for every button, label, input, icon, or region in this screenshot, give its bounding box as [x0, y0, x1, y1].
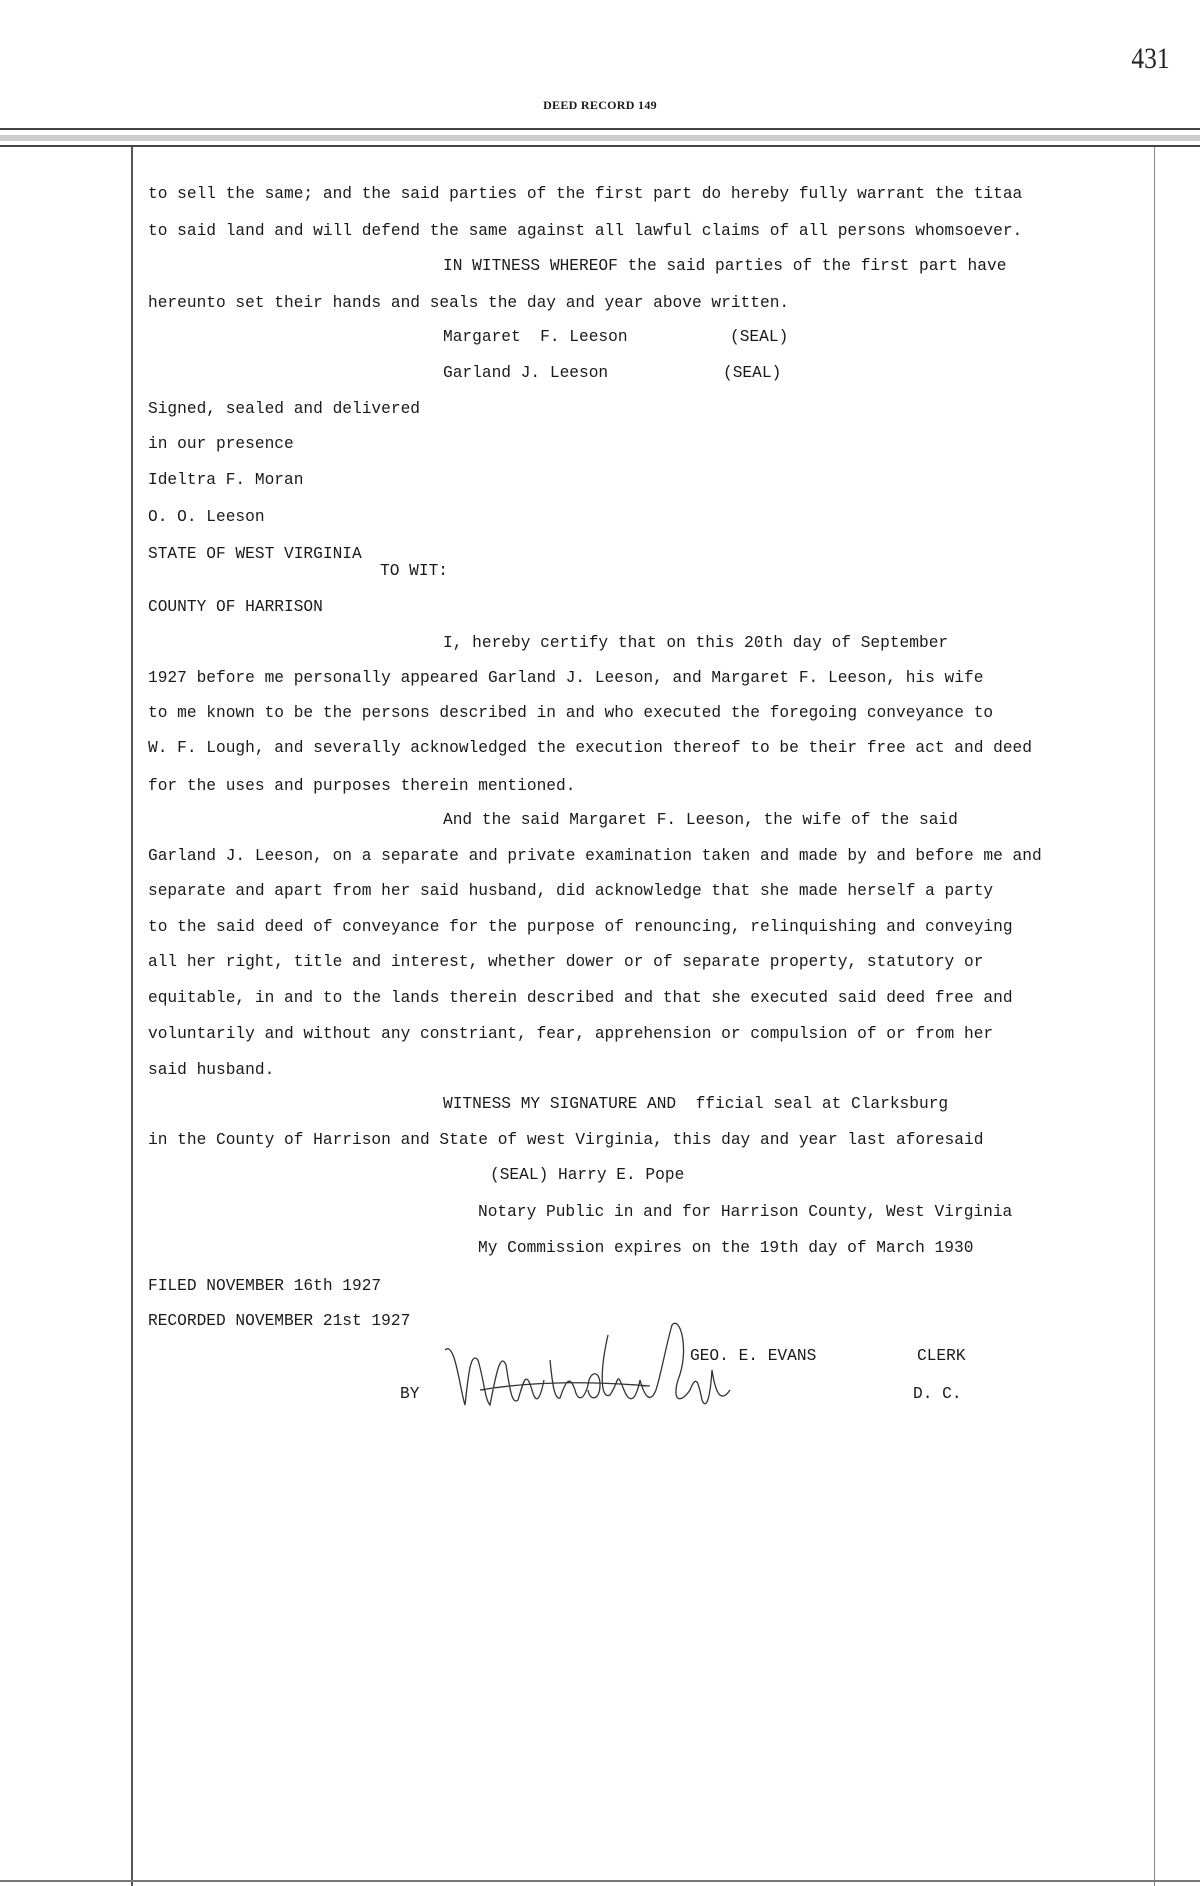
left-margin-line	[131, 147, 133, 1886]
grantor-signature-name: Margaret F. Leeson	[443, 328, 628, 346]
by-label: BY	[400, 1385, 420, 1403]
text-line: for the uses and purposes therein mentioned.	[148, 777, 576, 795]
witness-name: O. O. Leeson	[148, 508, 265, 526]
text-line: W. F. Lough, and severally acknowledged the execution thereof to be their free act and deed	[148, 739, 1032, 757]
grantor-signature-name: Garland J. Leeson	[443, 364, 609, 382]
text-line: to said land and will defend the same against all lawful claims of all persons whomsoever.	[148, 222, 1023, 240]
notary-name: (SEAL) Harry E. Pope	[490, 1166, 685, 1184]
witness-name: Ideltra F. Moran	[148, 471, 304, 489]
text-line: separate and apart from her said husband, did acknowledge that she made herself a party	[148, 882, 994, 900]
text-line: WITNESS MY SIGNATURE AND fficial seal at Clarksburg	[443, 1095, 949, 1113]
filed-date: FILED NOVEMBER 16th 1927	[148, 1277, 382, 1295]
seal-mark: (SEAL)	[723, 364, 782, 382]
text-line: to the said deed of conveyance for the purpose of renouncing, relinquishing and conveying	[148, 918, 1013, 936]
text-line: 1927 before me personally appeared Garland J. Leeson, and Margaret F. Leeson, his wife	[148, 669, 984, 687]
text-line: IN WITNESS WHEREOF the said parties of the first part have	[443, 257, 1007, 275]
text-line: in our presence	[148, 435, 294, 453]
text-line: hereunto set their hands and seals the day and year above written.	[148, 294, 790, 312]
text-line: Signed, sealed and delivered	[148, 400, 420, 418]
text-line: equitable, in and to the lands therein described and that she executed said deed free and	[148, 989, 1013, 1007]
clerk-name: GEO. E. EVANS	[690, 1347, 817, 1365]
text-line: My Commission expires on the 19th day of March 1930	[478, 1239, 974, 1257]
page-header: DEED RECORD 149	[543, 98, 657, 112]
text-line: voluntarily and without any constriant, fear, apprehension or compulsion of or from her	[148, 1025, 994, 1043]
bottom-rule	[0, 1880, 1200, 1882]
text-line: And the said Margaret F. Leeson, the wife of the said	[443, 811, 958, 829]
right-margin-line	[1154, 147, 1155, 1886]
header-rule-band	[0, 135, 1200, 141]
text-line: all her right, title and interest, whether dower or of separate property, statutory or	[148, 953, 984, 971]
recorded-date: RECORDED NOVEMBER 21st 1927	[148, 1312, 411, 1330]
header-rule	[0, 145, 1200, 147]
text-line: STATE OF WEST VIRGINIA	[148, 545, 362, 563]
text-line: COUNTY OF HARRISON	[148, 598, 323, 616]
text-line: TO WIT:	[380, 562, 448, 580]
header-rule	[0, 128, 1200, 130]
text-line: in the County of Harrison and State of west Virginia, this day and year last aforesaid	[148, 1131, 984, 1149]
text-line: I, hereby certify that on this 20th day of September	[443, 634, 949, 652]
text-line: to me known to be the persons described in and who executed the foregoing conveyance to	[148, 704, 994, 722]
seal-mark: (SEAL)	[730, 328, 789, 346]
text-line: Garland J. Leeson, on a separate and private examination taken and made by and before me and	[148, 847, 1042, 865]
text-line: to sell the same; and the said parties of the first part do hereby fully warrant the titaa	[148, 185, 1023, 203]
clerk-title: CLERK	[917, 1347, 966, 1365]
deputy-clerk-label: D. C.	[913, 1385, 962, 1403]
text-line: Notary Public in and for Harrison County, West Virginia	[478, 1203, 1013, 1221]
page-number: 431	[1131, 42, 1170, 75]
text-line: said husband.	[148, 1061, 275, 1079]
handwritten-signature	[440, 1320, 810, 1430]
